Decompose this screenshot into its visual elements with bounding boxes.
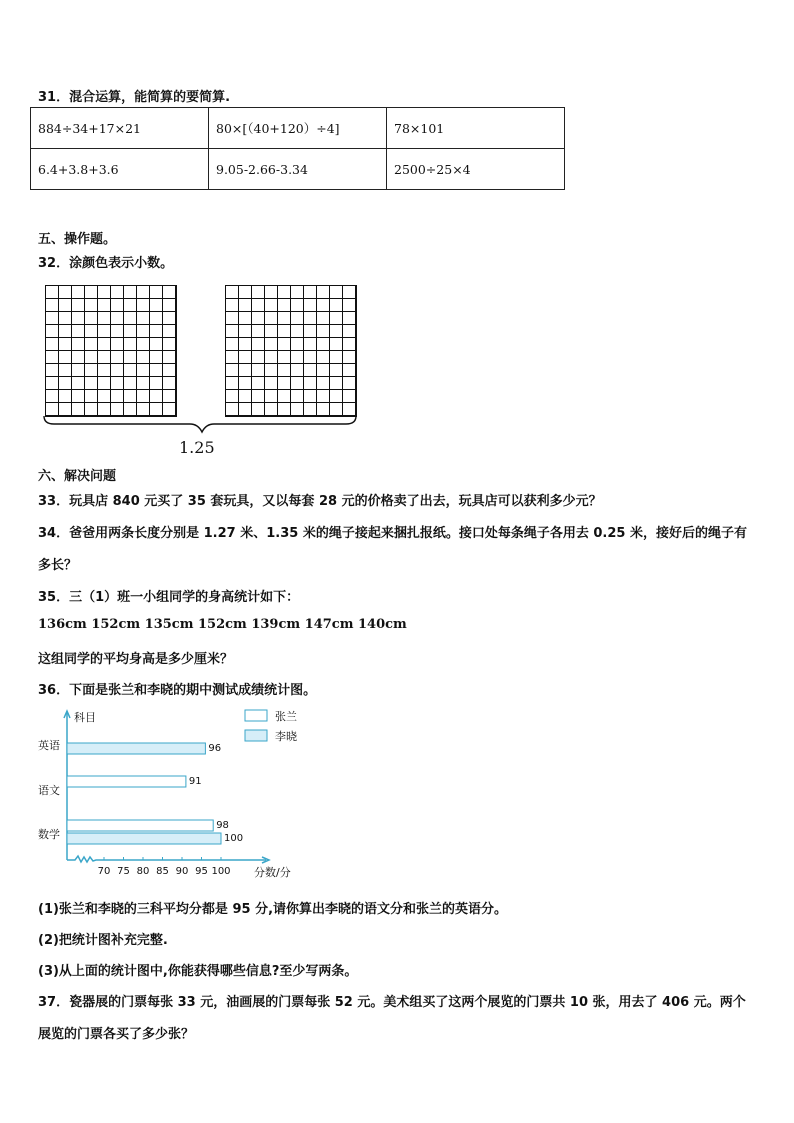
grid-cell[interactable] bbox=[163, 377, 176, 390]
grid-cell[interactable] bbox=[137, 299, 150, 312]
grid-cell[interactable] bbox=[124, 338, 137, 351]
grid-cell[interactable] bbox=[291, 312, 304, 325]
q33-text: 33．玩具店 840 元买了 35 套玩具，又以每套 28 元的价格卖了出去，玩具店可以获利多少元？ bbox=[38, 494, 602, 509]
y-axis-label: 科目 bbox=[74, 711, 96, 724]
x-tick-label: 95 bbox=[195, 866, 208, 877]
grid-cell[interactable] bbox=[46, 338, 59, 351]
grid-cell[interactable] bbox=[137, 377, 150, 390]
grid-cell[interactable] bbox=[72, 325, 85, 338]
grid-cell[interactable] bbox=[72, 351, 85, 364]
grid-cell[interactable] bbox=[163, 312, 176, 325]
grid-cell[interactable] bbox=[85, 312, 98, 325]
grid-cell[interactable] bbox=[291, 299, 304, 312]
grid-cell[interactable] bbox=[150, 364, 163, 377]
grid-cell[interactable] bbox=[59, 299, 72, 312]
grid-cell[interactable] bbox=[163, 351, 176, 364]
grid-cell[interactable] bbox=[226, 286, 239, 299]
grid-cell[interactable] bbox=[85, 338, 98, 351]
grid-cell[interactable] bbox=[72, 312, 85, 325]
grid-cell[interactable] bbox=[278, 390, 291, 403]
grid-cell[interactable] bbox=[111, 377, 124, 390]
category-label: 语文 bbox=[38, 784, 60, 797]
grid-cell[interactable] bbox=[304, 286, 317, 299]
q36-sub2: (2)把统计图补充完整. bbox=[38, 933, 168, 948]
grid-cell[interactable] bbox=[317, 325, 330, 338]
grid-cell[interactable] bbox=[150, 377, 163, 390]
grid-cell[interactable] bbox=[317, 351, 330, 364]
grid-cell[interactable] bbox=[278, 351, 291, 364]
grid-cell[interactable] bbox=[98, 377, 111, 390]
grid-cell[interactable] bbox=[278, 299, 291, 312]
calc-table bbox=[30, 107, 565, 190]
grid-cell[interactable] bbox=[239, 351, 252, 364]
grid-cell[interactable] bbox=[85, 299, 98, 312]
q31-title: 31．混合运算，能简算的要简算. bbox=[38, 90, 231, 105]
legend-swatch bbox=[245, 710, 267, 721]
q37-line1: 37．瓷器展的门票每张 33 元，油画展的门票每张 52 元。美术组买了这两个展览的门票共 10 张，用去了 406 元。两个 bbox=[38, 995, 746, 1010]
grid-cell[interactable] bbox=[330, 286, 343, 299]
bar-张兰 bbox=[67, 820, 213, 831]
grid-cell[interactable] bbox=[163, 299, 176, 312]
grid-cell[interactable] bbox=[59, 338, 72, 351]
grid-cell[interactable] bbox=[85, 377, 98, 390]
grid-cell[interactable] bbox=[226, 325, 239, 338]
grid-cell[interactable] bbox=[317, 338, 330, 351]
grid-cell[interactable] bbox=[98, 390, 111, 403]
grid-cell[interactable] bbox=[59, 377, 72, 390]
grid-cell[interactable] bbox=[85, 351, 98, 364]
grid-cell[interactable] bbox=[317, 377, 330, 390]
grid-cell[interactable] bbox=[343, 286, 356, 299]
grid-cell[interactable] bbox=[46, 351, 59, 364]
calc-cell: 2500÷25×4 bbox=[387, 149, 565, 190]
grid-cell[interactable] bbox=[291, 286, 304, 299]
grid-cell[interactable] bbox=[98, 351, 111, 364]
grid-cell[interactable] bbox=[150, 325, 163, 338]
grid-cell[interactable] bbox=[59, 312, 72, 325]
grid-cell[interactable] bbox=[137, 390, 150, 403]
legend-swatch bbox=[245, 730, 267, 741]
q36-title: 36．下面是张兰和李晓的期中测试成绩统计图。 bbox=[38, 683, 317, 698]
q34-line2: 多长？ bbox=[38, 558, 78, 573]
grid-cell[interactable] bbox=[252, 299, 265, 312]
bar-李晓 bbox=[67, 833, 221, 844]
grid-cell[interactable] bbox=[111, 312, 124, 325]
table-row bbox=[31, 149, 565, 190]
grid-cell[interactable] bbox=[46, 364, 59, 377]
grid-cell[interactable] bbox=[252, 364, 265, 377]
grid-cell[interactable] bbox=[330, 299, 343, 312]
grid-cell[interactable] bbox=[278, 286, 291, 299]
grid-cell[interactable] bbox=[111, 325, 124, 338]
grid-cell[interactable] bbox=[278, 325, 291, 338]
grid-cell[interactable] bbox=[278, 377, 291, 390]
grid-cell[interactable] bbox=[239, 377, 252, 390]
grid-cell[interactable] bbox=[226, 312, 239, 325]
grid-cell[interactable] bbox=[124, 325, 137, 338]
grid-cell[interactable] bbox=[343, 312, 356, 325]
grid-cell[interactable] bbox=[317, 390, 330, 403]
grid-cell[interactable] bbox=[330, 338, 343, 351]
grid-cell[interactable] bbox=[124, 364, 137, 377]
x-tick-label: 100 bbox=[211, 866, 231, 877]
grid-cell[interactable] bbox=[59, 351, 72, 364]
grid-cell[interactable] bbox=[304, 351, 317, 364]
grid-cell[interactable] bbox=[343, 377, 356, 390]
grid-cell[interactable] bbox=[317, 299, 330, 312]
grid-cell[interactable] bbox=[226, 351, 239, 364]
legend-label: 张兰 bbox=[275, 710, 297, 723]
grid-cell[interactable] bbox=[163, 338, 176, 351]
grid-cell[interactable] bbox=[124, 286, 137, 299]
q32-title: 32．涂颜色表示小数。 bbox=[38, 256, 174, 271]
grid-cell[interactable] bbox=[46, 377, 59, 390]
grid-cell[interactable] bbox=[124, 299, 137, 312]
grid-cell[interactable] bbox=[111, 364, 124, 377]
grid-cell[interactable] bbox=[291, 325, 304, 338]
bar-value-label: 91 bbox=[188, 776, 202, 787]
bar-value-label: 96 bbox=[208, 743, 222, 754]
calc-cell: 6.4+3.8+3.6 bbox=[31, 149, 209, 190]
grid-cell[interactable] bbox=[59, 286, 72, 299]
grid-cell[interactable] bbox=[252, 351, 265, 364]
grid-cell[interactable] bbox=[252, 390, 265, 403]
grid-cell[interactable] bbox=[163, 325, 176, 338]
decimal-label: 1.25 bbox=[179, 438, 215, 457]
grid-cell[interactable] bbox=[72, 390, 85, 403]
grid-cell[interactable] bbox=[46, 299, 59, 312]
grid-cell[interactable] bbox=[343, 325, 356, 338]
grid-cell[interactable] bbox=[278, 312, 291, 325]
grid-cell[interactable] bbox=[265, 312, 278, 325]
grid-cell[interactable] bbox=[150, 286, 163, 299]
calc-cell: 9.05-2.66-3.34 bbox=[209, 149, 387, 190]
bar-李晓 bbox=[67, 743, 205, 754]
grid-cell[interactable] bbox=[72, 299, 85, 312]
grid-cell[interactable] bbox=[239, 338, 252, 351]
x-tick-label: 85 bbox=[156, 866, 169, 877]
grid-cell[interactable] bbox=[226, 364, 239, 377]
bar-value-label: 100 bbox=[224, 833, 244, 844]
grid-cell[interactable] bbox=[85, 325, 98, 338]
grid-cell[interactable] bbox=[265, 390, 278, 403]
grid-cell[interactable] bbox=[137, 325, 150, 338]
grid-cell[interactable] bbox=[239, 286, 252, 299]
grid-cell[interactable] bbox=[137, 286, 150, 299]
grid-cell[interactable] bbox=[291, 364, 304, 377]
grid-cell[interactable] bbox=[291, 351, 304, 364]
grid-cell[interactable] bbox=[124, 377, 137, 390]
grid-cell[interactable] bbox=[278, 338, 291, 351]
grid-cell[interactable] bbox=[330, 325, 343, 338]
score-bar-chart bbox=[30, 700, 330, 890]
grid-cell[interactable] bbox=[98, 299, 111, 312]
grid-cell[interactable] bbox=[304, 312, 317, 325]
grid-cell[interactable] bbox=[137, 312, 150, 325]
grid-cell[interactable] bbox=[265, 377, 278, 390]
grid-cell[interactable] bbox=[72, 364, 85, 377]
grid-cell[interactable] bbox=[265, 325, 278, 338]
grid-cell[interactable] bbox=[265, 351, 278, 364]
x-tick-label: 90 bbox=[175, 866, 189, 877]
x-axis-label: 分数/分 bbox=[254, 866, 291, 879]
grid-cell[interactable] bbox=[291, 390, 304, 403]
grid-cell[interactable] bbox=[239, 364, 252, 377]
grid-cell[interactable] bbox=[304, 338, 317, 351]
grid-cell[interactable] bbox=[239, 390, 252, 403]
grid-cell[interactable] bbox=[317, 312, 330, 325]
grid-cell[interactable] bbox=[111, 338, 124, 351]
grid-cell[interactable] bbox=[317, 364, 330, 377]
calc-cell: 884÷34+17×21 bbox=[31, 108, 209, 149]
grid-cell[interactable] bbox=[46, 325, 59, 338]
grid-cell[interactable] bbox=[111, 299, 124, 312]
grid-cell[interactable] bbox=[343, 364, 356, 377]
grid-cell[interactable] bbox=[98, 312, 111, 325]
grid-cell[interactable] bbox=[150, 312, 163, 325]
grid-cell[interactable] bbox=[46, 286, 59, 299]
grid-cell[interactable] bbox=[239, 325, 252, 338]
grid-cell[interactable] bbox=[98, 325, 111, 338]
grid-cell[interactable] bbox=[304, 325, 317, 338]
grid-cell[interactable] bbox=[150, 390, 163, 403]
grid-cell[interactable] bbox=[111, 351, 124, 364]
grid-cell[interactable] bbox=[124, 312, 137, 325]
grid-cell[interactable] bbox=[98, 364, 111, 377]
category-label: 英语 bbox=[38, 739, 60, 752]
grid-cell[interactable] bbox=[278, 364, 291, 377]
grid-cell[interactable] bbox=[59, 325, 72, 338]
bar-value-label: 98 bbox=[216, 820, 229, 831]
grid-cell[interactable] bbox=[252, 338, 265, 351]
grid-cell[interactable] bbox=[226, 338, 239, 351]
x-tick-label: 80 bbox=[136, 866, 150, 877]
grid-cell[interactable] bbox=[304, 364, 317, 377]
table-row bbox=[31, 108, 565, 149]
q36-sub1: (1)张兰和李晓的三科平均分都是 95 分,请你算出李晓的语文分和张兰的英语分。 bbox=[38, 902, 508, 917]
grid-cell[interactable] bbox=[343, 338, 356, 351]
grid-cell[interactable] bbox=[291, 338, 304, 351]
grid-cell[interactable] bbox=[226, 377, 239, 390]
q36-sub3: (3)从上面的统计图中,你能获得哪些信息?至少写两条。 bbox=[38, 964, 358, 979]
grid-cell[interactable] bbox=[150, 338, 163, 351]
grid-cell[interactable] bbox=[252, 325, 265, 338]
section-5-heading: 五、操作题。 bbox=[38, 232, 117, 247]
grid-cell[interactable] bbox=[85, 364, 98, 377]
calc-cell: 80×[（40+120）÷4] bbox=[209, 108, 387, 149]
grid-cell[interactable] bbox=[137, 351, 150, 364]
grid-cell[interactable] bbox=[239, 312, 252, 325]
grid-cell[interactable] bbox=[330, 390, 343, 403]
grid-cell[interactable] bbox=[317, 286, 330, 299]
grid-cell[interactable] bbox=[59, 390, 72, 403]
grid-cell[interactable] bbox=[85, 390, 98, 403]
category-label: 数学 bbox=[38, 828, 60, 841]
grid-cell[interactable] bbox=[163, 286, 176, 299]
grid-cell[interactable] bbox=[239, 299, 252, 312]
grid-cell[interactable] bbox=[265, 338, 278, 351]
grid-cell[interactable] bbox=[343, 351, 356, 364]
section-6-heading: 六、解决问题 bbox=[38, 469, 117, 484]
grid-cell[interactable] bbox=[291, 377, 304, 390]
grid-cell[interactable] bbox=[343, 299, 356, 312]
grid-cell[interactable] bbox=[265, 286, 278, 299]
grid-cell[interactable] bbox=[330, 377, 343, 390]
grid-cell[interactable] bbox=[124, 351, 137, 364]
grid-cell[interactable] bbox=[59, 364, 72, 377]
grid-cell[interactable] bbox=[330, 351, 343, 364]
calc-cell: 78×101 bbox=[387, 108, 565, 149]
grid-cell[interactable] bbox=[330, 312, 343, 325]
grid-cell[interactable] bbox=[150, 351, 163, 364]
grid-cell[interactable] bbox=[46, 312, 59, 325]
grid-cell[interactable] bbox=[252, 312, 265, 325]
grid-cell[interactable] bbox=[343, 390, 356, 403]
grid-cell[interactable] bbox=[72, 286, 85, 299]
grid-cell[interactable] bbox=[72, 338, 85, 351]
grid-cell[interactable] bbox=[98, 338, 111, 351]
grid-cell[interactable] bbox=[252, 377, 265, 390]
q35-question: 这组同学的平均身高是多少厘米？ bbox=[38, 652, 234, 667]
hundred-grid-right[interactable] bbox=[225, 285, 357, 417]
grid-cell[interactable] bbox=[46, 390, 59, 403]
curly-brace bbox=[40, 414, 360, 436]
grid-cell[interactable] bbox=[265, 364, 278, 377]
grid-cell[interactable] bbox=[226, 299, 239, 312]
grid-cell[interactable] bbox=[137, 364, 150, 377]
grid-cell[interactable] bbox=[265, 299, 278, 312]
grid-cell[interactable] bbox=[111, 390, 124, 403]
grid-cell[interactable] bbox=[304, 390, 317, 403]
grid-cell[interactable] bbox=[98, 286, 111, 299]
legend-label: 李晓 bbox=[275, 730, 297, 743]
grid-cell[interactable] bbox=[124, 390, 137, 403]
grid-cell[interactable] bbox=[150, 299, 163, 312]
grid-cell[interactable] bbox=[72, 377, 85, 390]
grid-cell[interactable] bbox=[252, 286, 265, 299]
q37-line2: 展览的门票各买了多少张？ bbox=[38, 1027, 195, 1042]
grid-cell[interactable] bbox=[163, 390, 176, 403]
grid-cell[interactable] bbox=[163, 364, 176, 377]
grid-cell[interactable] bbox=[226, 390, 239, 403]
grid-cell[interactable] bbox=[85, 286, 98, 299]
bar-张兰 bbox=[67, 776, 186, 787]
grid-cell[interactable] bbox=[137, 338, 150, 351]
x-tick-label: 70 bbox=[97, 866, 111, 877]
grid-cell[interactable] bbox=[304, 377, 317, 390]
grid-cell[interactable] bbox=[111, 286, 124, 299]
grid-cell[interactable] bbox=[330, 364, 343, 377]
x-axis bbox=[67, 856, 266, 862]
q34-line1: 34．爸爸用两条长度分别是 1.27 米、1.35 米的绳子接起来捆扎报纸。接口处每条绳子各用去 0.25 米，接好后的绳子有 bbox=[38, 526, 747, 541]
q35-title: 35．三（1）班一小组同学的身高统计如下： bbox=[38, 590, 300, 605]
x-tick-label: 75 bbox=[117, 866, 130, 877]
grid-cell[interactable] bbox=[304, 299, 317, 312]
hundred-grid-left[interactable] bbox=[45, 285, 177, 417]
q35-heights: 136cm 152cm 135cm 152cm 139cm 147cm 140cm bbox=[38, 617, 407, 632]
